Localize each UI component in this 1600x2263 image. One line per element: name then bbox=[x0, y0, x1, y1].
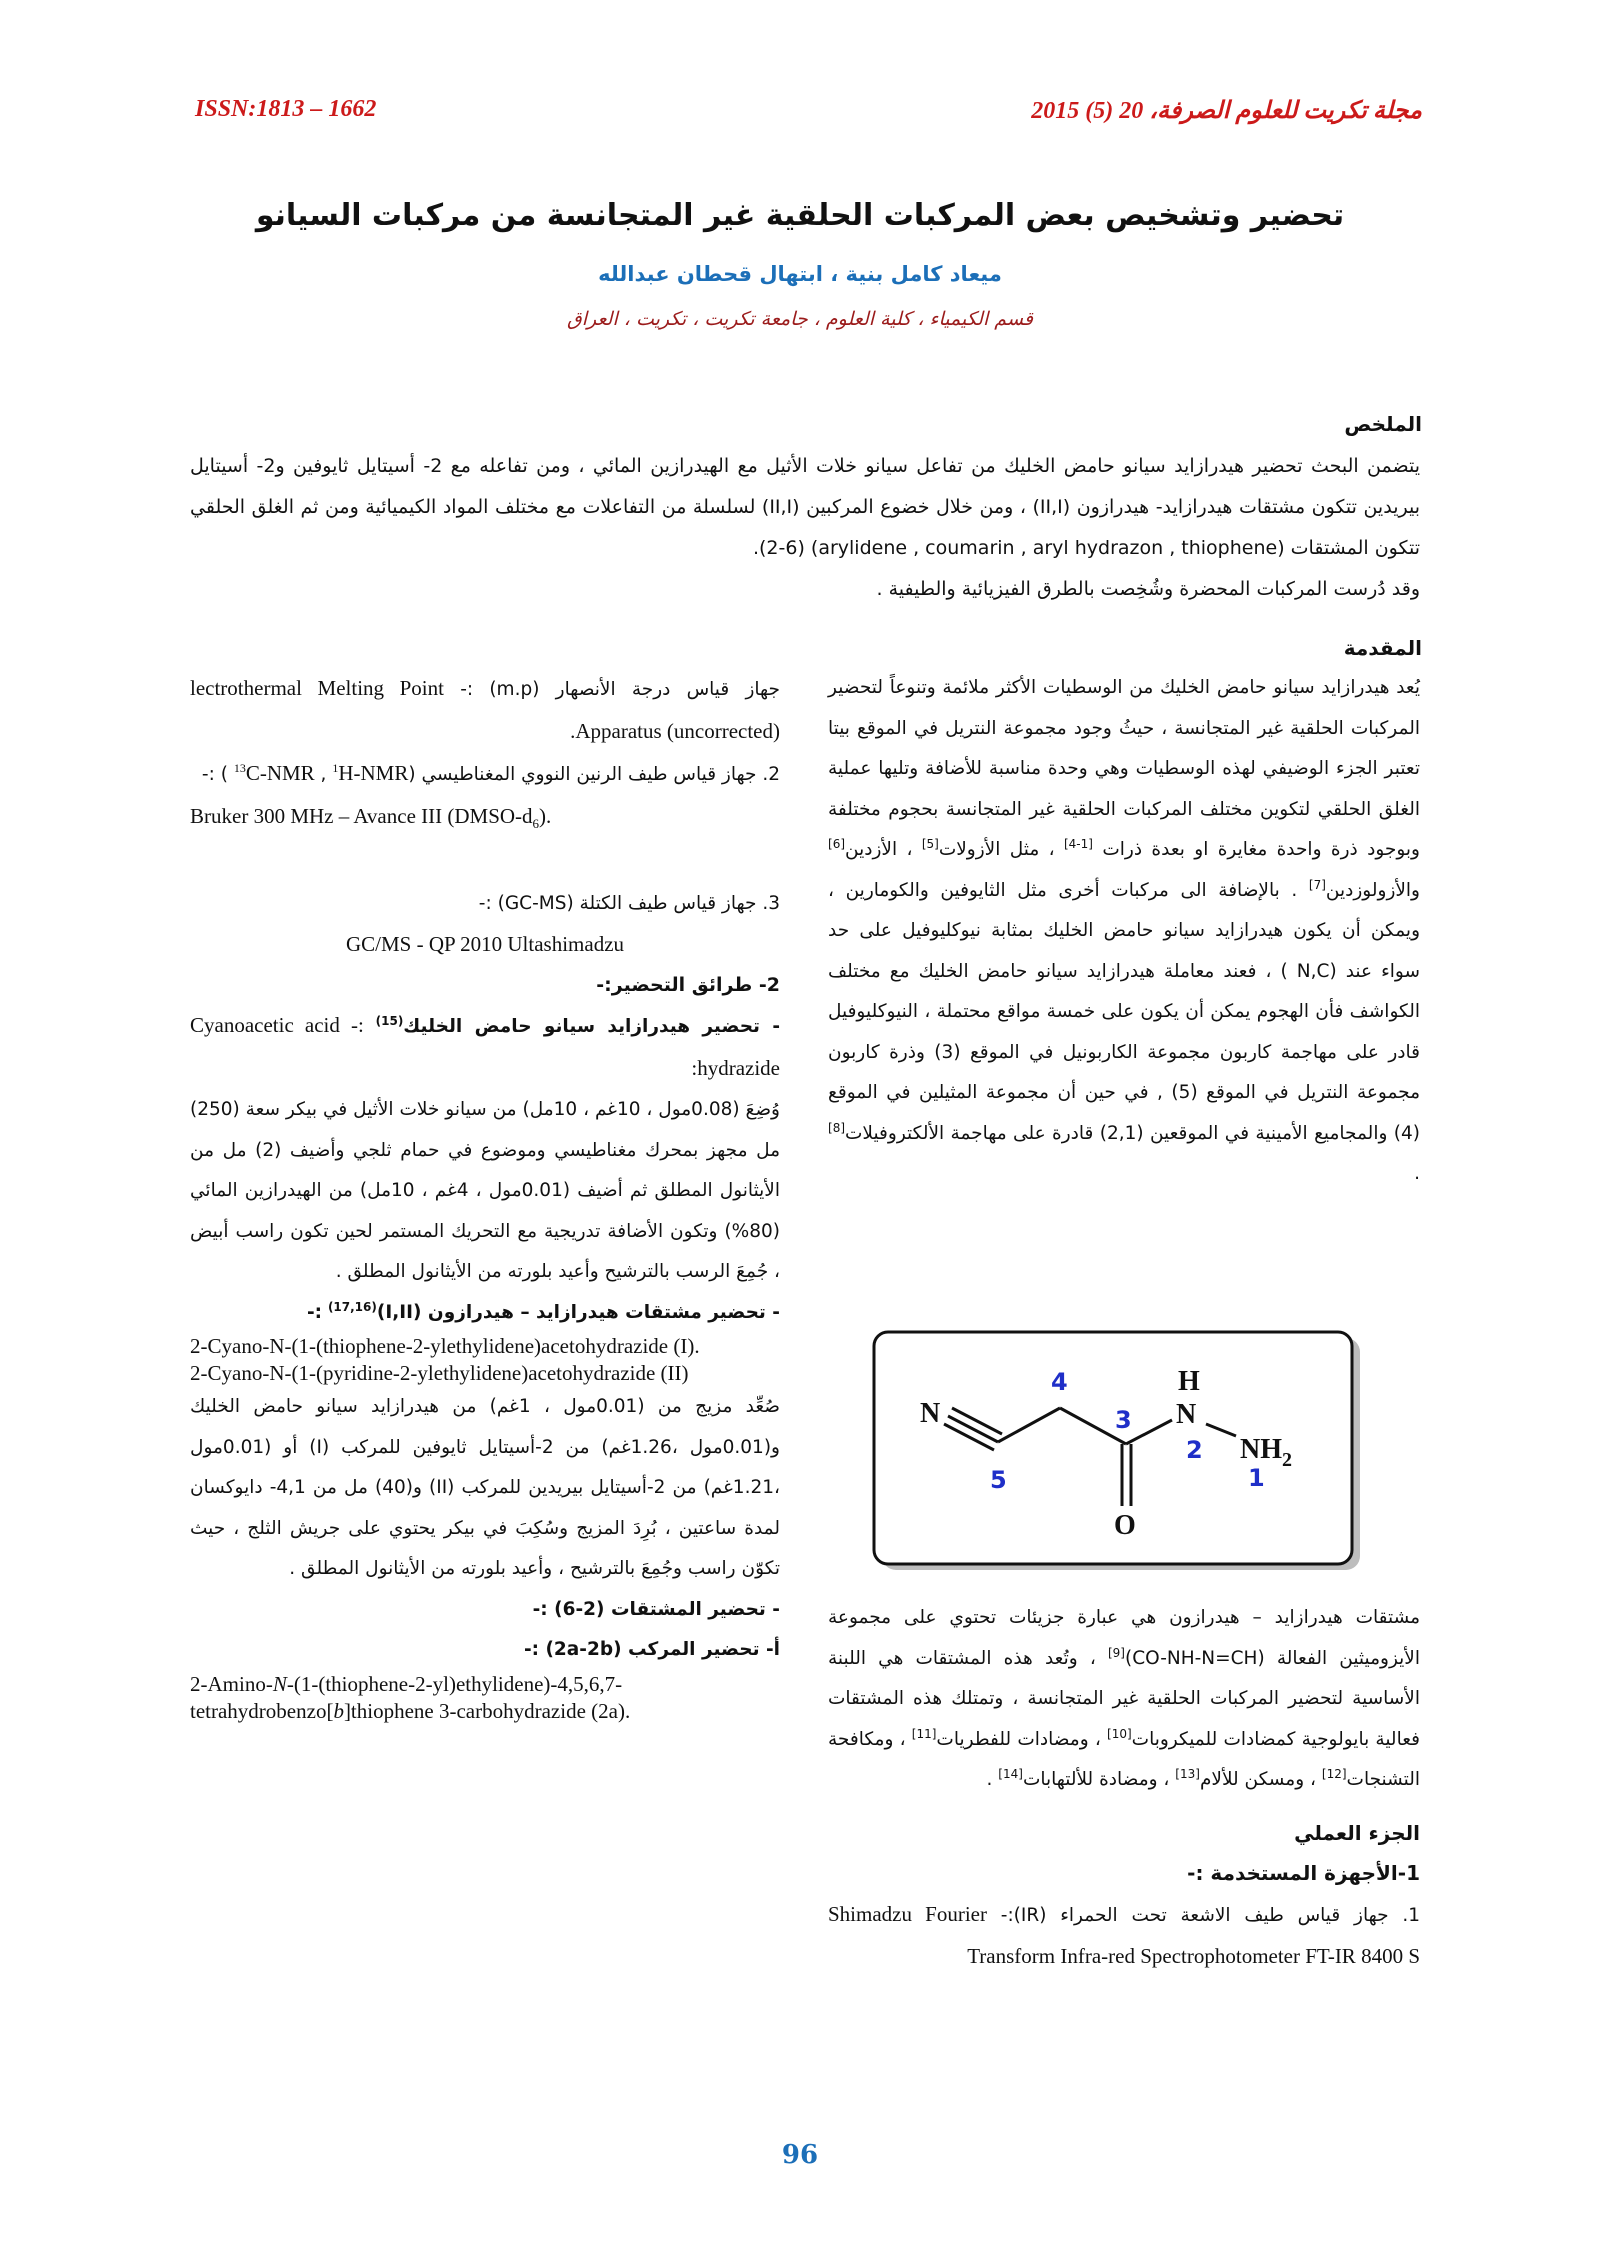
position-label-4: 4 bbox=[1051, 1368, 1068, 1396]
text: . bbox=[986, 1769, 993, 1790]
text: N bbox=[272, 1671, 287, 1696]
citation: [5] bbox=[921, 836, 939, 851]
text: مشتقات هيدرازايد – هيدرازون هي عبارة جزيئات تحتوي على مجموعة الأيزوميثين الفعالة (CO-NH-N=CH) bbox=[828, 1607, 1420, 1669]
mp-model: lectrothermal Melting Point Apparatus (uncorrected). bbox=[190, 676, 780, 743]
cyanoacetohydrazide-structure bbox=[868, 1328, 1368, 1578]
derivatives-heading: - تحضير المشتقات (2-6) :- bbox=[532, 1598, 780, 1620]
intro-paragraph-2 bbox=[828, 1598, 1420, 1801]
hh-heading bbox=[190, 1293, 780, 1334]
text: - تحضير مشتقات هيدرازايد – هيدرازون (I,II) bbox=[376, 1301, 780, 1323]
ir-instrument bbox=[828, 1894, 1420, 1979]
gcms-instrument: 3. جهاز قياس طيف الكتلة (GC-MS) :- bbox=[478, 892, 780, 914]
structure-figure bbox=[868, 1328, 1368, 1578]
text: :- Cyanoacetic acid hydrazide: bbox=[190, 1013, 780, 1080]
nh-text: NH bbox=[1240, 1434, 1282, 1465]
citation: [12] bbox=[1321, 1766, 1347, 1781]
text: ، ومضادات للفطريات bbox=[936, 1728, 1101, 1750]
position-label-1: 1 bbox=[1248, 1464, 1265, 1492]
nmr-instrument: 2. جهاز قياس طيف الرنين النووي المغناطيسي ($^1$H-NMR , $^{13}$C-NMR ) :- bbox=[201, 761, 780, 785]
ir-model: Shimadzu Fourier Transform Infra-red Spectrophotometer FT-IR 8400 S bbox=[828, 1901, 1420, 1968]
compound-2a bbox=[190, 1671, 780, 1725]
left-column bbox=[190, 668, 780, 1725]
abstract-heading: الملخص bbox=[1344, 412, 1422, 436]
text: 2-Amino- bbox=[190, 1671, 273, 1696]
text: ). bbox=[539, 803, 552, 828]
nmr-model bbox=[190, 796, 780, 844]
text: والأزولوزدين bbox=[1325, 879, 1420, 901]
journal-citation: مجلة تكريت للعلوم الصرفة، 20 (5) 2015 bbox=[1031, 98, 1422, 124]
text: ]thiophene 3-carbohydrazide (2a). bbox=[343, 1698, 631, 1723]
text: ، ومسكن للألام bbox=[1199, 1769, 1316, 1790]
text: ، ومكافحة التشنجات bbox=[828, 1728, 1420, 1790]
compound-ii: 2-Cyano-N-(1-(pyridine-2-ylethylidene)acetohydrazide (II) bbox=[190, 1361, 689, 1386]
abstract-paragraph: يتضمن البحث تحضير هيدرازايد سيانو حامض الخليك من تفاعل سيانو خلات الأثيل مع الهيدرازين المائي ، ومن تفاعله مع 2- أسيتايل ثايوفين و2- أسيتايل بيريدين تتكون مشتقات هيدرازايد- هيدرازون (II,I) ، ومن خلال خضوع المركبين (II,I) لسلسلة من التفاعلات مع مختلف المواد الكيميائية ومن ثم الغلق الحلقي تتكون المشتقات (arylidene , coumarin , aryl hydrazon , thiophene) (2-6). bbox=[190, 455, 1420, 559]
intro-heading: المقدمة bbox=[1343, 636, 1422, 660]
text: . بالإضافة الى مركبات أخرى مثل الثايوفين والكومارين ، ويمكن أن يكون هيدرازايد سيانو حامض الخليك بمثابة نيوكليوفيل على حد سواء عند (N,C ) ، فعند معاملة هيدرازايد سيانو حامض الخليك مع مختلف الكواشف فأن الهجوم يمكن أن يكون على خمسة مواقع محتملة ، النيوكليوفيل قادر على مهاجمة كاربون مجموعة الكاربونيل في الموقع (3) وذرة كاربون مجموعة النتريل في الموقع (5) , في حين أن مجموعة المثيلين في الموقع (4) والمجاميع الأمينية في الموقعين (2,1) قادرة على مهاجمة الألكتروفيلات bbox=[828, 879, 1421, 1144]
abstract-paragraph-2: وقد دُرست المركبات المحضرة وشُخِصت بالطرق الفيزيائية والطيفية . bbox=[876, 578, 1420, 600]
ir-label: 1. جهاز قياس طيف الاشعة تحت الحمراء (IR):- bbox=[1000, 1904, 1420, 1926]
text: ، ومضادة للألتهابات bbox=[1022, 1769, 1170, 1790]
intro-paragraph-1 bbox=[828, 668, 1420, 1195]
citation: (15) bbox=[375, 1014, 404, 1029]
position-label-5: 5 bbox=[990, 1466, 1007, 1494]
citation: [10] bbox=[1107, 1726, 1132, 1741]
compound-i: 2-Cyano-N-(1-(thiophene-2-ylethylidene)acetohydrazide (I). bbox=[190, 1334, 700, 1359]
sup: 1 bbox=[332, 761, 339, 775]
methods-heading: 2- طرائق التحضير:- bbox=[596, 973, 780, 996]
atom-o: O bbox=[1114, 1510, 1136, 1541]
nh2-subscript: 2 bbox=[1282, 1449, 1292, 1471]
citation: [13] bbox=[1175, 1766, 1200, 1781]
hh-procedure: صُعِّد مزيج من (0.01مول ، 1غم) من هيدرازايد سيانو حامض الخليك و(0.01مول ،1.26غم) من 2-أسيتايل ثايوفين للمركب (I) أو (0.01مول ،1.21غم) من 2-أسيتايل بيريدين للمركب (II) و(40) مل من 4,1- دايوكسان لمدة ساعتين ، بُرِدَ المزيج وسُكِبَ في بيكر يحتوي على جريش الثلج ، حيث تكوّن راسب وجُمِعَ بالترشيح ، وأعيد بلورته من الأيثانول المطلق . bbox=[190, 1396, 780, 1580]
issn: ISSN:1813 – 1662 bbox=[195, 96, 377, 122]
text: . bbox=[1414, 1163, 1420, 1184]
citation: [9] bbox=[1107, 1645, 1125, 1660]
atom-n-amide: N bbox=[1176, 1399, 1197, 1430]
citation: [7] bbox=[1308, 877, 1326, 892]
experimental-heading: الجزء العملي bbox=[1294, 1820, 1420, 1845]
citation: [8] bbox=[828, 1120, 846, 1135]
instruments-heading: 1-الأجهزة المستخدمة :- bbox=[1187, 1861, 1420, 1885]
position-label-2: 2 bbox=[1186, 1436, 1203, 1464]
text: -(1-(thiophene-2-yl)ethylidene)-4,5,6,7-tetrahydrobenzo[ bbox=[190, 1671, 623, 1723]
compound-2-heading: أ- تحضير المركب (2a-2b) :- bbox=[523, 1639, 780, 1661]
text: :- bbox=[306, 1301, 323, 1323]
affiliation: قسم الكيمياء ، كلية العلوم ، جامعة تكريت ، تكريت ، العراق bbox=[567, 308, 1033, 330]
cah-procedure: وُضِعَ (0.08مول ، 10غم ، 10مل) من سيانو خلات الأثيل في بيكر سعة (250) مل مجهز بمحرك مغناطيسي وموضوع في حمام ثلجي وأضيف (2) مل من الأيثانول المطلق ثم أضيف (0.01مول ، 4غم ، 10مل) من الهيدرازين المائي (80%) وتكون الأضافة تدريجية مع التحريك المستمر لحين تكون راسب أبيض ، جُمِعَ الرسب بالترشيح وأعيد بلورته من الأيثانول المطلق . bbox=[190, 1099, 780, 1283]
nmr-label: 2. جهاز قياس طيف الرنين النووي المغناطيسي ( bbox=[408, 764, 780, 785]
atom-n-nitrile: N bbox=[920, 1398, 941, 1429]
right-column-lower bbox=[828, 1598, 1420, 1979]
text: ، وتُعد هذه المشتقات هي اللبنة الأساسية لتحضير المركبات الحلقية غير المتجانسة ، وتمتلك هذه المشتقات فعالية بايولوجية كمضادات للميكروبات bbox=[828, 1647, 1420, 1750]
citation: [11] bbox=[911, 1726, 937, 1741]
gcms-model: GC/MS - QP 2010 Ultashimadzu bbox=[345, 932, 625, 957]
authors: ميعاد كامل بنية ، ابتهال قحطان عبدالله bbox=[598, 262, 1002, 286]
citation: [1-4] bbox=[1063, 836, 1093, 851]
paper-title: تحضير وتشخيص بعض المركبات الحلقية غير المتجانسة من مركبات السيانو bbox=[255, 198, 1345, 233]
mp-instrument bbox=[190, 668, 780, 753]
text: ، الأزدين bbox=[845, 839, 913, 860]
text: - تحضير هيدرازايد سيانو حامض الخليك bbox=[403, 1016, 780, 1038]
text: ، مثل الأزولات bbox=[938, 839, 1055, 860]
text: b bbox=[333, 1698, 344, 1723]
text: يُعد هيدرازايد سيانو حامض الخليك من الوسطيات الأكثر ملائمة وتنوعاً لتحضير المركبات الحلقية غير المتجانسة ، حيثُ وجود مجموعة النتريل في الموقع بيتا تعتبر الجزء الوضيفي لهذه الوسطيات وهي وحدة مناسبة للأضافة وتليها عملية الغلق الحلقي لتكوين مختلف المركبات الحلقية غير المتجانسة بحجوم مختلفة وبوجود ذرة واحدة مغايرة او بعدة ذرات bbox=[828, 677, 1420, 860]
sup: 13 bbox=[233, 761, 246, 775]
right-column bbox=[828, 668, 1420, 1195]
citation: [14] bbox=[998, 1766, 1023, 1781]
nmr-c bbox=[234, 761, 315, 785]
citation: (17,16) bbox=[327, 1299, 377, 1314]
page-number: 96 bbox=[781, 2140, 819, 2170]
cah-heading bbox=[190, 1005, 780, 1090]
sub: 6 bbox=[532, 815, 540, 831]
text: H-NMR bbox=[338, 761, 409, 785]
text: Bruker 300 MHz – Avance III (DMSO-d bbox=[190, 803, 533, 828]
text: C-NMR bbox=[245, 761, 315, 785]
mp-label: جهاز قياس درجة الأنصهار (m.p) :- bbox=[460, 679, 780, 700]
position-label-3: 3 bbox=[1115, 1406, 1132, 1434]
citation: [6] bbox=[828, 836, 846, 851]
atom-h: H bbox=[1178, 1366, 1200, 1397]
abstract bbox=[190, 446, 1420, 610]
nmr-h bbox=[332, 761, 408, 785]
